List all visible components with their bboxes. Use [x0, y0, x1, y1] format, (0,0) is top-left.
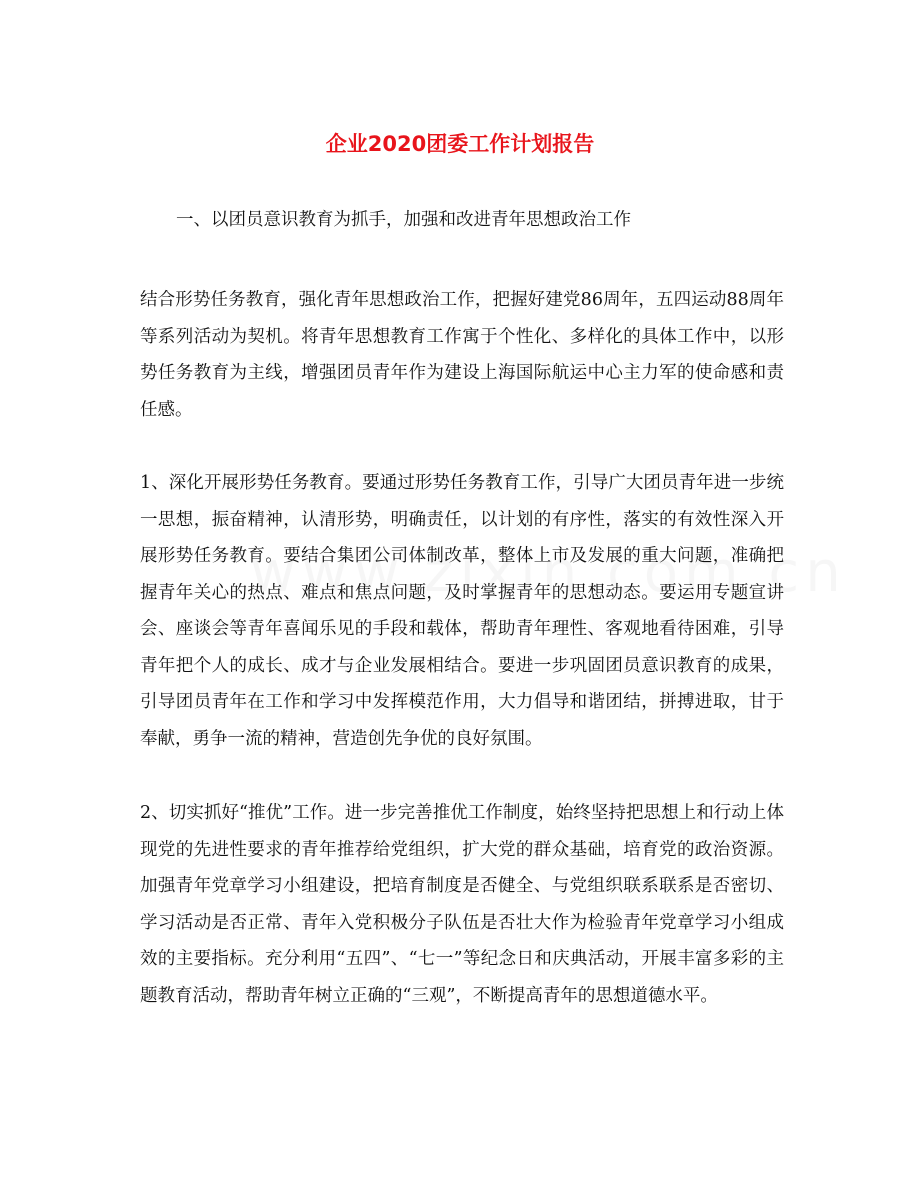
document-title: 企业2020团委工作计划报告	[325, 132, 595, 156]
section-heading: 一、以团员意识教育为抓手，加强和改进青年思想政治工作	[176, 210, 631, 230]
paragraph-item-2: 2、切实抓好“推优”工作。进一步完善推优工作制度，始终坚持把思想上和行动上体现党的先进性要求的青年推荐给党组织，扩大党的群众基础，培育党的政治资源。加强青年党章学习小组建设，把培育制度是否健全、与党组织联系联系是否密切、学习活动是否正常、青年入党积极分子队伍是否壮大作为检验青年党章学习小组成效的主要指标。充分利用“五四”、“七一”等纪念日和庆典活动，开展丰富多彩的主题教育活动，帮助青年树立正确的“三观”，不断提高青年的思想道德水平。	[140, 803, 784, 1006]
paragraph-intro: 结合形势任务教育，强化青年思想政治工作，把握好建党86周年，五四运动88周年等系列活动为契机。将青年思想教育工作寓于个性化、多样化的具体工作中，以形势任务教育为主线，增强团员青年作为建设上海国际航运中心主力军的使命感和责任感。	[140, 290, 784, 420]
paragraph-item-1: 1、深化开展形势任务教育。要通过形势任务教育工作，引导广大团员青年进一步统一思想，振奋精神，认清形势，明确责任，以计划的有序性，落实的有效性深入开展形势任务教育。要结合集团公司体制改革，整体上市及发展的重大问题，准确把握青年关心的热点、难点和焦点问题，及时掌握青年的思想动态。要运用专题宣讲会、座谈会等青年喜闻乐见的手段和载体，帮助青年理性、客观地看待困难，引导青年把个人的成长、成才与企业发展相结合。要进一步巩固团员意识教育的成果，引导团员青年在工作和学习中发挥模范作用，大力倡导和谐团结，拼搏进取，甘于奉献，勇争一流的精神，营造创先争优的良好氛围。	[140, 473, 784, 749]
